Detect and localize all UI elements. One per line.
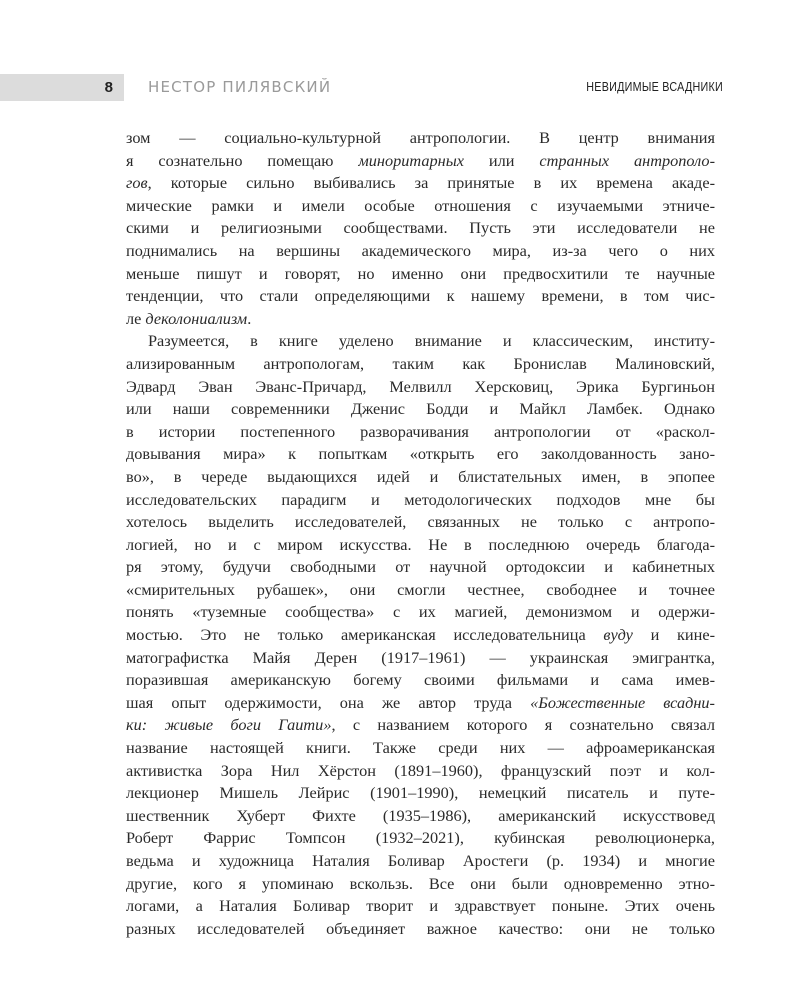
text-line [126,353,715,376]
text-run: активистка Зора Нил Хёрстон (1891–1960), французский поэт и кол- [126,760,715,780]
text-line [126,850,715,873]
text-run: «смирительных рубашек», они смогли честнее, свободнее и точнее [126,579,715,599]
text-run: шая опыт одержимости, она же автор труда [126,692,531,712]
text-run: хотелось выделить исследователей, связанных не только с антропо- [126,512,715,532]
text-line [126,760,715,783]
italic-text: странных антрополо- [539,150,715,170]
text-run: матографистка Майя Дерен (1917–1961) — украинская эмигрантка, [126,647,715,667]
text-run: или наши современники Дженис Бодди и Майкл Ламбек. Однако [126,399,715,419]
text-run: мические рамки и имели особые отношения с изучаемыми этниче- [126,195,715,215]
text-line [126,624,715,647]
text-run: во», в череде выдающихся идей и блистательных имен, в эпопее [126,466,715,486]
paragraph-1 [126,127,715,330]
page-number: 8 [104,79,113,96]
text-run: . [247,308,252,328]
text-run: меньше пишут и говорят, но именно они предвосхитили те научные [126,263,715,283]
text-run: Роберт Фаррис Томпсон (1932–2021), кубинская революционерка, [126,828,715,848]
text-run: поднимались на вершины академического мира, из-за чего о них [126,240,715,260]
text-line [126,240,715,263]
italic-text: вуду [603,625,633,645]
text-line [126,579,715,602]
text-line [126,421,715,444]
text-run: разных исследователей объединяет важное качество: они не только [126,918,715,938]
text-run: логией, но и с миром искусства. Не в последнюю очередь благода- [126,534,715,554]
text-run: ря этому, будучи свободными от научной ортодоксии и кабинетных [126,557,715,577]
italic-text: «Божественные всадни- [530,692,715,712]
text-run: и кине- [632,625,715,645]
text-run: исследовательских парадигм и методологических подходов мне бы [126,489,715,509]
text-line [126,330,715,353]
text-run: лекционер Мишель Лейрис (1901–1990), немецкий писатель и путе- [126,783,715,803]
body-text [126,127,715,940]
text-run: шественник Хуберт Фихте (1935–1986), американский искусствовед [126,805,715,825]
text-run: ализированным антропологам, таким как Бронислав Малиновский, [126,353,715,373]
italic-text: ки: живые боги Гаити» [126,715,332,735]
text-line [126,918,715,941]
text-line [126,692,715,715]
text-line [126,489,715,512]
text-run: мостью. Это не только американская исследовательница [126,625,604,645]
text-line [126,782,715,805]
text-line [126,127,715,150]
text-line [126,217,715,240]
text-run: зом — социально-культурной антропологии. В центр внимания [126,128,715,147]
text-run: я сознательно помещаю [126,150,359,170]
text-line [126,285,715,308]
text-line [126,737,715,760]
text-line [126,443,715,466]
paragraph-2 [126,330,715,940]
text-line [126,150,715,173]
text-run: ле [126,308,146,328]
running-header-author: НЕСТОР ПИЛЯВСКИЙ [148,78,332,96]
text-line [126,873,715,896]
text-line [126,805,715,828]
text-line [126,466,715,489]
text-line [126,172,715,195]
text-line [126,308,715,331]
text-run: , которые сильно выбивались за принятые в их времена акаде- [147,173,715,193]
text-line [126,714,715,737]
text-line [126,263,715,286]
text-line [126,398,715,421]
text-run: довывания мира» к попыткам «открыть его заколдованность зано- [126,444,715,464]
text-line [126,669,715,692]
text-line [126,601,715,624]
text-run: , с названием которого я сознательно связал [331,715,715,735]
running-header-book-title: НЕВИДИМЫЕ ВСАДНИКИ [586,80,723,94]
italic-text: деколониализм [145,308,248,328]
text-run: логами, а Наталия Боливар творит и здравствует поныне. Этих очень [126,896,715,916]
text-line [126,195,715,218]
text-run: поразившая американскую богему своими фильмами и сама имев- [126,670,715,690]
text-line [126,827,715,850]
text-line [126,895,715,918]
text-line [126,556,715,579]
text-run: скими и религиозными сообществами. Пусть эти исследователи не [126,218,715,238]
text-line [126,647,715,670]
text-run: понять «туземные сообщества» с их магией, демонизмом и одержи- [126,602,715,622]
text-line [126,534,715,557]
text-run: тенденции, что стали определяющими к нашему времени, в том чис- [126,286,715,306]
text-line [126,376,715,399]
text-run: Разумеется, в книге уделено внимание и классическим, институ- [148,331,715,351]
text-run: другие, кого я упоминаю вскользь. Все они были одновременно этно- [126,873,715,893]
text-line [126,511,715,534]
italic-text: гов [126,173,148,193]
text-run: ведьма и художница Наталия Боливар Аростеги (р. 1934) и многие [126,851,715,870]
italic-text: миноритарных [358,150,464,170]
text-run: Эдвард Эван Эванс-Причард, Мелвилл Херсковиц, Эрика Бургиньон [126,376,715,396]
text-run: в истории постепенного разворачивания антропологии от «раскол- [126,421,715,441]
text-run: или [463,150,540,170]
text-run: название настоящей книги. Также среди них — афроамериканская [126,738,715,758]
